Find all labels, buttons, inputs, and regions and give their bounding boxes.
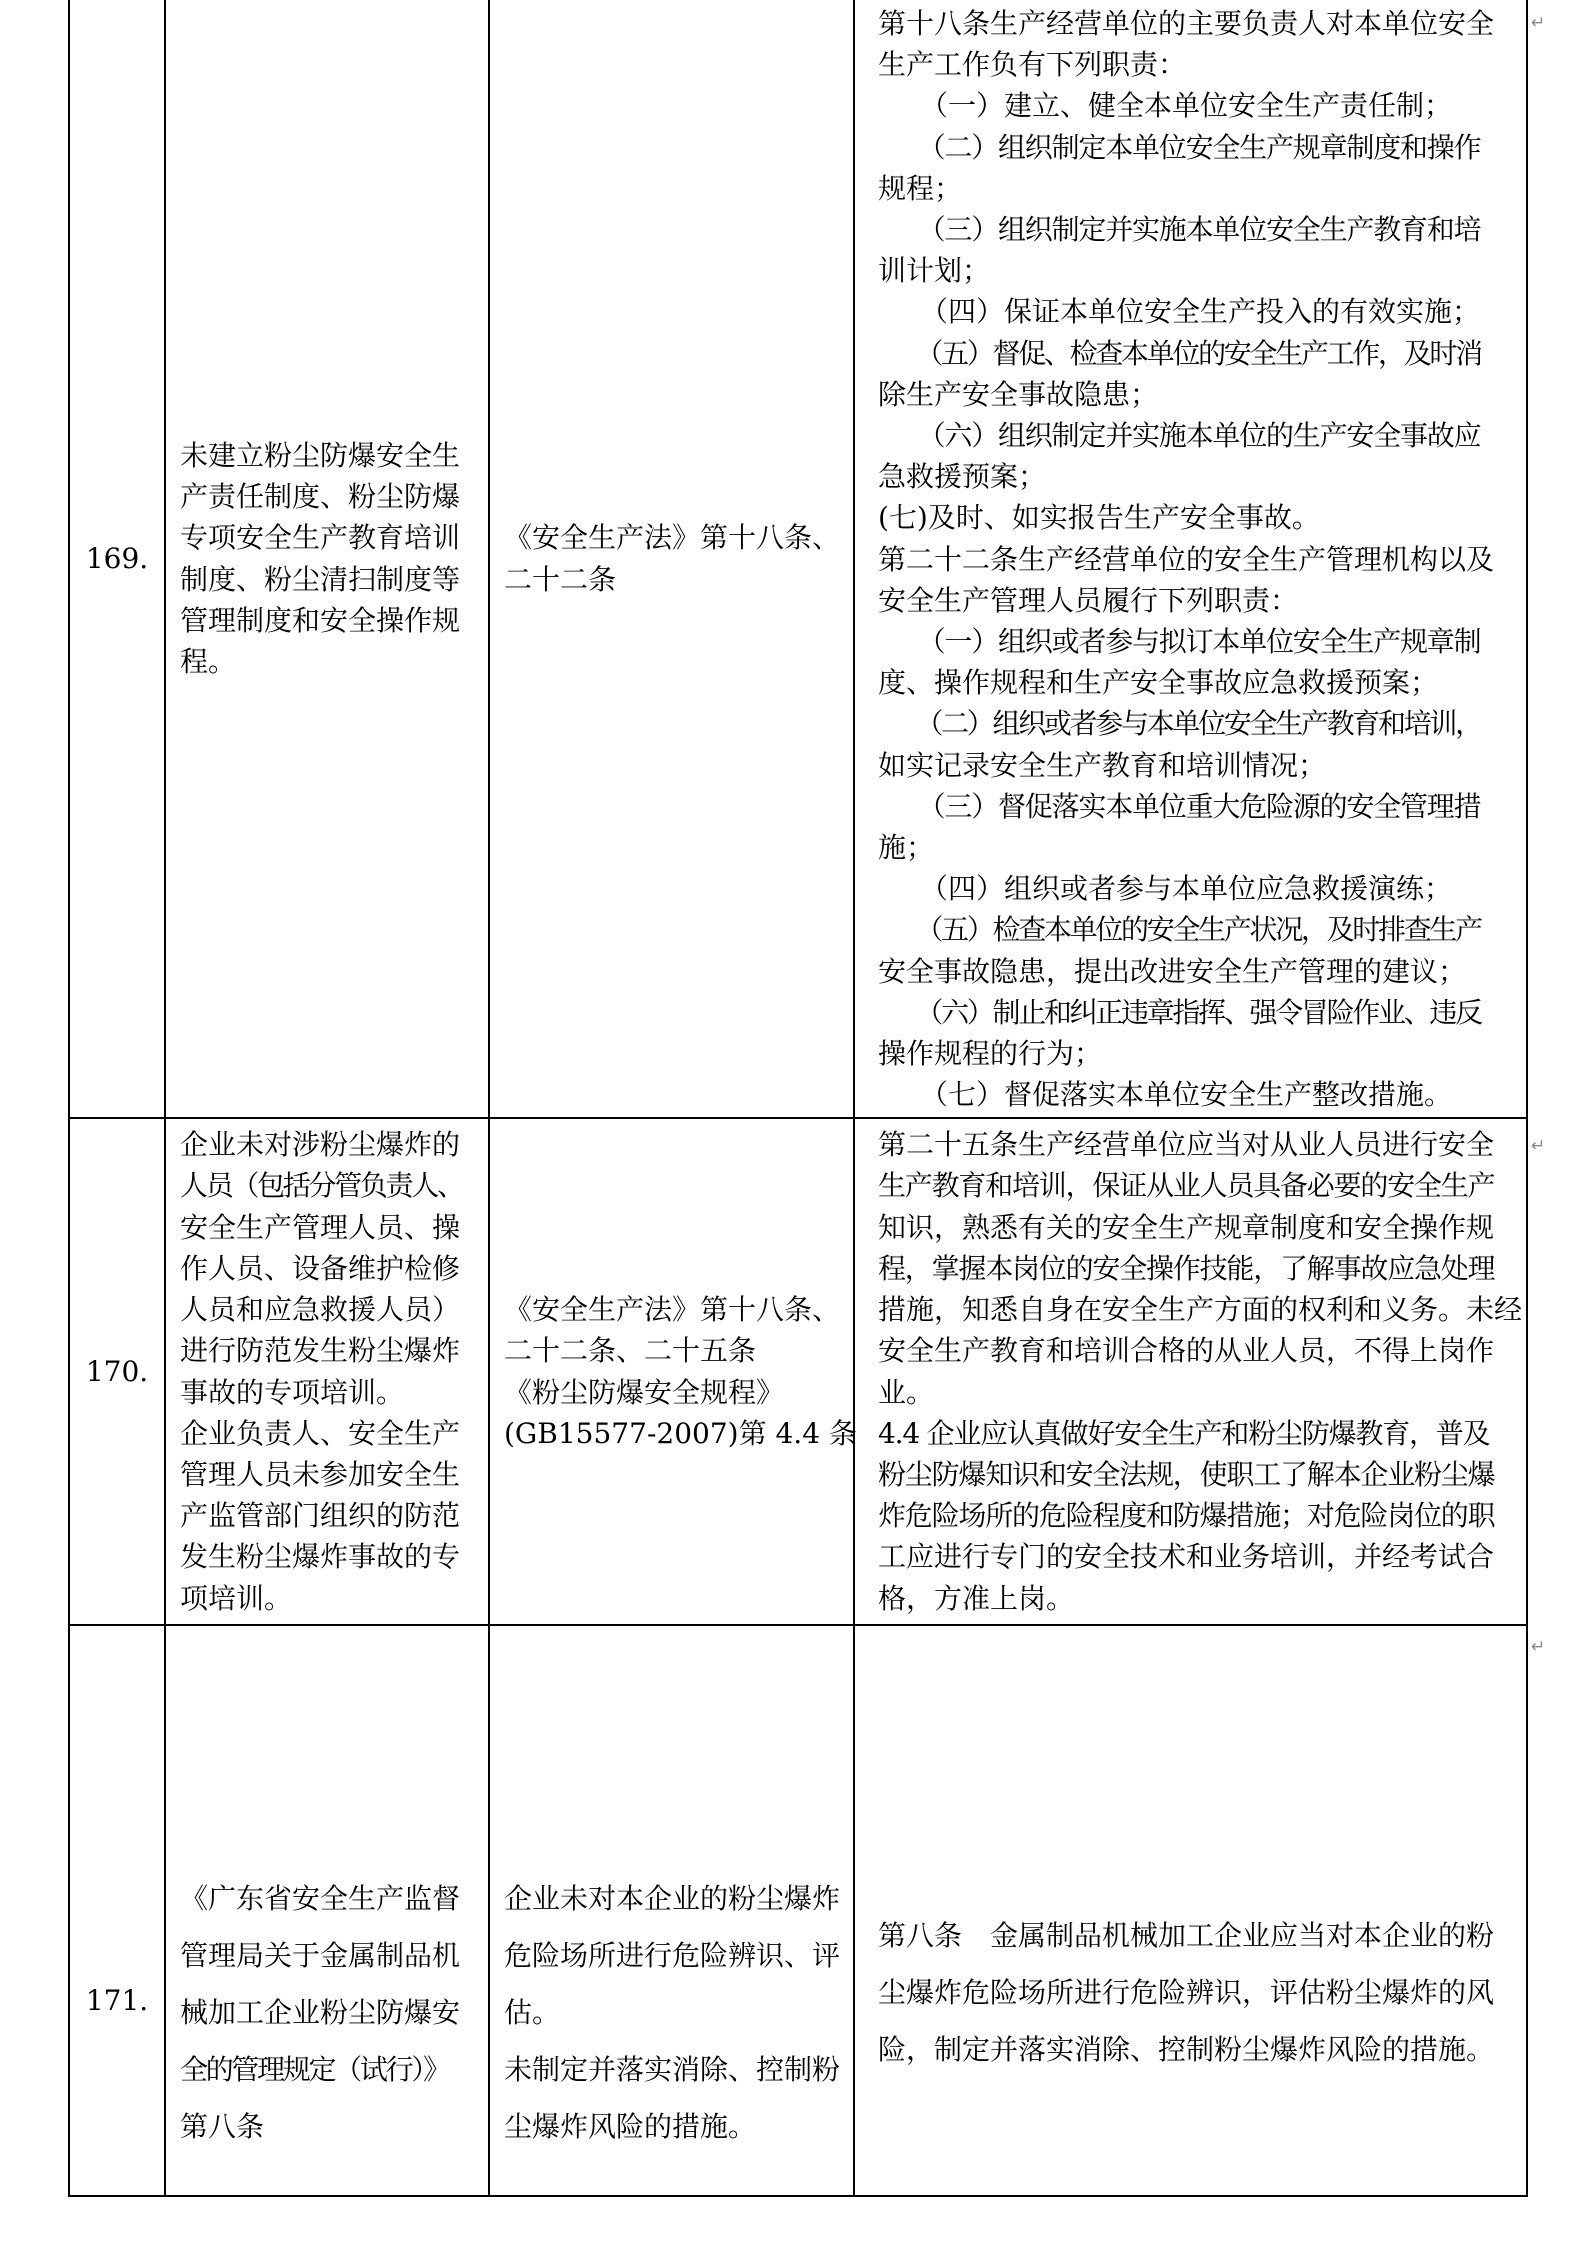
line-break-mark: ↵ — [1531, 13, 1546, 33]
row-169-legal-basis-cell — [490, 0, 855, 1119]
text-line: 专项安全生产教育培训 — [180, 521, 461, 555]
line-break-mark: ↵ — [1531, 1136, 1546, 1156]
text-line: （四）组织或者参与本单位应急救援演练； — [878, 872, 1453, 906]
text-line: 企业负责人、安全生产 — [180, 1416, 461, 1450]
text-line: （四）保证本单位安全生产投入的有效实施； — [878, 295, 1481, 329]
text-line: 企业未对涉粉尘爆炸的 — [180, 1128, 461, 1162]
text-line: （三）督促落实本单位重大危险源的安全管理措 — [878, 789, 1481, 823]
row-170-legal-basis-cell — [490, 1119, 855, 1626]
text-line: 粉尘防爆知识和安全法规，使职工了解本企业粉尘爆 — [878, 1457, 1495, 1491]
text-line: 项培训。 — [180, 1581, 293, 1615]
text-line: 炸危险场所的危险程度和防爆措施；对危险岗位的职 — [878, 1499, 1495, 1533]
text-line: 第二十二条生产经营单位的安全生产管理机构以及 — [878, 542, 1495, 576]
text-line: 《安全生产法》第十八条、 — [504, 521, 841, 555]
row-number: 171. — [85, 1984, 149, 2017]
text-line: 第八条 金属制品机械加工企业应当对本企业的粉 — [878, 1919, 1495, 1952]
text-line: 估。 — [504, 1996, 561, 2029]
text-line: 未建立粉尘防爆安全生 — [180, 438, 461, 472]
text-line: 规程； — [878, 171, 963, 205]
text-line: 二十二条 — [504, 562, 617, 596]
text-line: 作人员、设备维护检修 — [180, 1251, 461, 1285]
text-line: (七)及时、如实报告生产安全事故。 — [878, 501, 1320, 535]
line-break-mark: ↵ — [1531, 1637, 1546, 1657]
text-line: （二）组织或者参与本单位安全生产教育和培训， — [878, 707, 1481, 741]
row-170-legal-text-cell — [855, 1119, 1528, 1626]
text-line: 管理局关于金属制品机 — [180, 1939, 461, 1972]
text-line: 4.4 企业应认真做好安全生产和粉尘防爆教育，普及 — [878, 1416, 1490, 1450]
text-line: （五）督促、检查本单位的安全生产工作，及时消 — [878, 336, 1481, 370]
row-169-legal-text-cell — [855, 0, 1528, 1119]
text-line: 制度、粉尘清扫制度等 — [180, 562, 461, 596]
regulation-table — [68, 0, 1528, 2197]
text-line: 安全生产管理人员履行下列职责： — [878, 583, 1299, 617]
text-line: 训计划； — [878, 254, 991, 288]
row-171-legal-basis-cell — [166, 1626, 490, 2197]
row-171-number-cell — [68, 1626, 166, 2197]
text-line: 第二十五条生产经营单位应当对从业人员进行安全 — [878, 1128, 1495, 1162]
text-line: 产监管部门组织的防范 — [180, 1499, 461, 1533]
text-line: （三）组织制定并实施本单位安全生产教育和培 — [878, 213, 1481, 247]
text-line: （六）组织制定并实施本单位的生产安全事故应 — [878, 419, 1481, 453]
text-line: 人员和应急救援人员） — [180, 1293, 461, 1327]
text-line: 二十二条、二十五条 — [504, 1334, 757, 1368]
text-line: 《广东省安全生产监督 — [180, 1882, 461, 1915]
text-line: (GB15577-2007)第 4.4 条 — [504, 1416, 857, 1450]
text-line: 程，掌握本岗位的安全操作技能，了解事故应急处理 — [878, 1251, 1495, 1285]
text-line: 安全事故隐患，提出改进安全生产管理的建议； — [878, 954, 1467, 988]
text-line: （一）组织或者参与拟订本单位安全生产规章制 — [878, 625, 1481, 659]
text-line: 械加工企业粉尘防爆安 — [180, 1996, 461, 2029]
row-169-number-cell — [68, 0, 166, 1119]
text-line: （五）检查本单位的安全生产状况，及时排查生产 — [878, 913, 1481, 947]
text-line: 急救援预案； — [878, 460, 1047, 494]
text-line: 全的管理规定（试行）》 — [180, 2053, 449, 2086]
text-line: 发生粉尘爆炸事故的专 — [180, 1540, 461, 1574]
text-line: 未制定并落实消除、控制粉 — [504, 2053, 841, 2086]
text-line: 业。 — [878, 1375, 935, 1409]
text-line: 工应进行专门的安全技术和业务培训，并经考试合 — [878, 1540, 1495, 1574]
text-line: 进行防范发生粉尘爆炸 — [180, 1334, 461, 1368]
violation-text — [504, 1870, 843, 2155]
text-line: 《安全生产法》第十八条、 — [504, 1293, 841, 1327]
text-line: 如实记录安全生产教育和培训情况； — [878, 748, 1327, 782]
text-line: 第八条 — [180, 2110, 265, 2143]
legal-provision-text — [878, 1124, 1523, 1618]
text-line: 事故的专项培训。 — [180, 1375, 405, 1409]
text-line: 险，制定并落实消除、控制粉尘爆炸风险的措施。 — [878, 2033, 1495, 2066]
text-line: 产责任制度、粉尘防爆 — [180, 480, 461, 514]
row-170-violation-cell — [166, 1119, 490, 1626]
text-line: 操作规程的行为； — [878, 1037, 1103, 1071]
row-number: 169. — [85, 542, 149, 575]
legal-basis-text — [504, 517, 843, 599]
text-line: 尘爆炸危险场所进行危险辨识，评估粉尘爆炸的风 — [878, 1976, 1495, 2009]
text-line: 《粉尘防爆安全规程》 — [504, 1375, 785, 1409]
text-line: （七）督促落实本单位安全生产整改措施。 — [878, 1078, 1453, 1112]
text-line: 管理人员未参加安全生 — [180, 1457, 461, 1491]
text-line: 措施，知悉自身在安全生产方面的权利和义务。未经 — [878, 1293, 1523, 1327]
text-line: 生产教育和培训，保证从业人员具备必要的安全生产 — [878, 1169, 1495, 1203]
text-line: 知识，熟悉有关的安全生产规章制度和安全操作规 — [878, 1210, 1495, 1244]
text-line: 施； — [878, 831, 935, 865]
text-line: 管理制度和安全操作规 — [180, 603, 461, 637]
text-line: （二）组织制定本单位安全生产规章制度和操作 — [878, 130, 1481, 164]
row-170-number-cell — [68, 1119, 166, 1626]
text-line: 格，方准上岗。 — [878, 1581, 1075, 1615]
row-171-legal-text-cell — [855, 1626, 1528, 2197]
text-line: 生产工作负有下列职责： — [878, 48, 1187, 82]
row-number: 170. — [85, 1355, 149, 1388]
text-line: （一）建立、健全本单位安全生产责任制； — [878, 89, 1453, 123]
text-line: 尘爆炸风险的措施。 — [504, 2110, 757, 2143]
text-line: 第十八条生产经营单位的主要负责人对本单位安全 — [878, 7, 1495, 40]
text-line: 企业未对本企业的粉尘爆炸 — [504, 1882, 841, 1915]
row-169-violation-cell — [166, 0, 490, 1119]
legal-provision-text — [878, 3, 1510, 1115]
text-line: 危险场所进行危险辨识、评 — [504, 1939, 841, 1972]
legal-provision-text — [878, 1907, 1510, 2078]
legal-basis-text — [504, 1289, 857, 1454]
violation-text — [180, 435, 478, 682]
violation-text — [180, 1124, 478, 1618]
row-171-violation-cell — [490, 1626, 855, 2197]
legal-basis-text — [180, 1870, 478, 2155]
text-line: 安全生产管理人员、操 — [180, 1210, 461, 1244]
text-line: 除生产安全事故隐患； — [878, 377, 1159, 411]
text-line: （六）制止和纠正违章指挥、强令冒险作业、违反 — [878, 995, 1481, 1029]
text-line: 度、操作规程和生产安全事故应急救援预案； — [878, 666, 1439, 700]
text-line: 安全生产教育和培训合格的从业人员，不得上岗作 — [878, 1334, 1495, 1368]
text-line: 程。 — [180, 644, 237, 678]
text-line: 人员（包括分管负责人、 — [180, 1169, 463, 1203]
